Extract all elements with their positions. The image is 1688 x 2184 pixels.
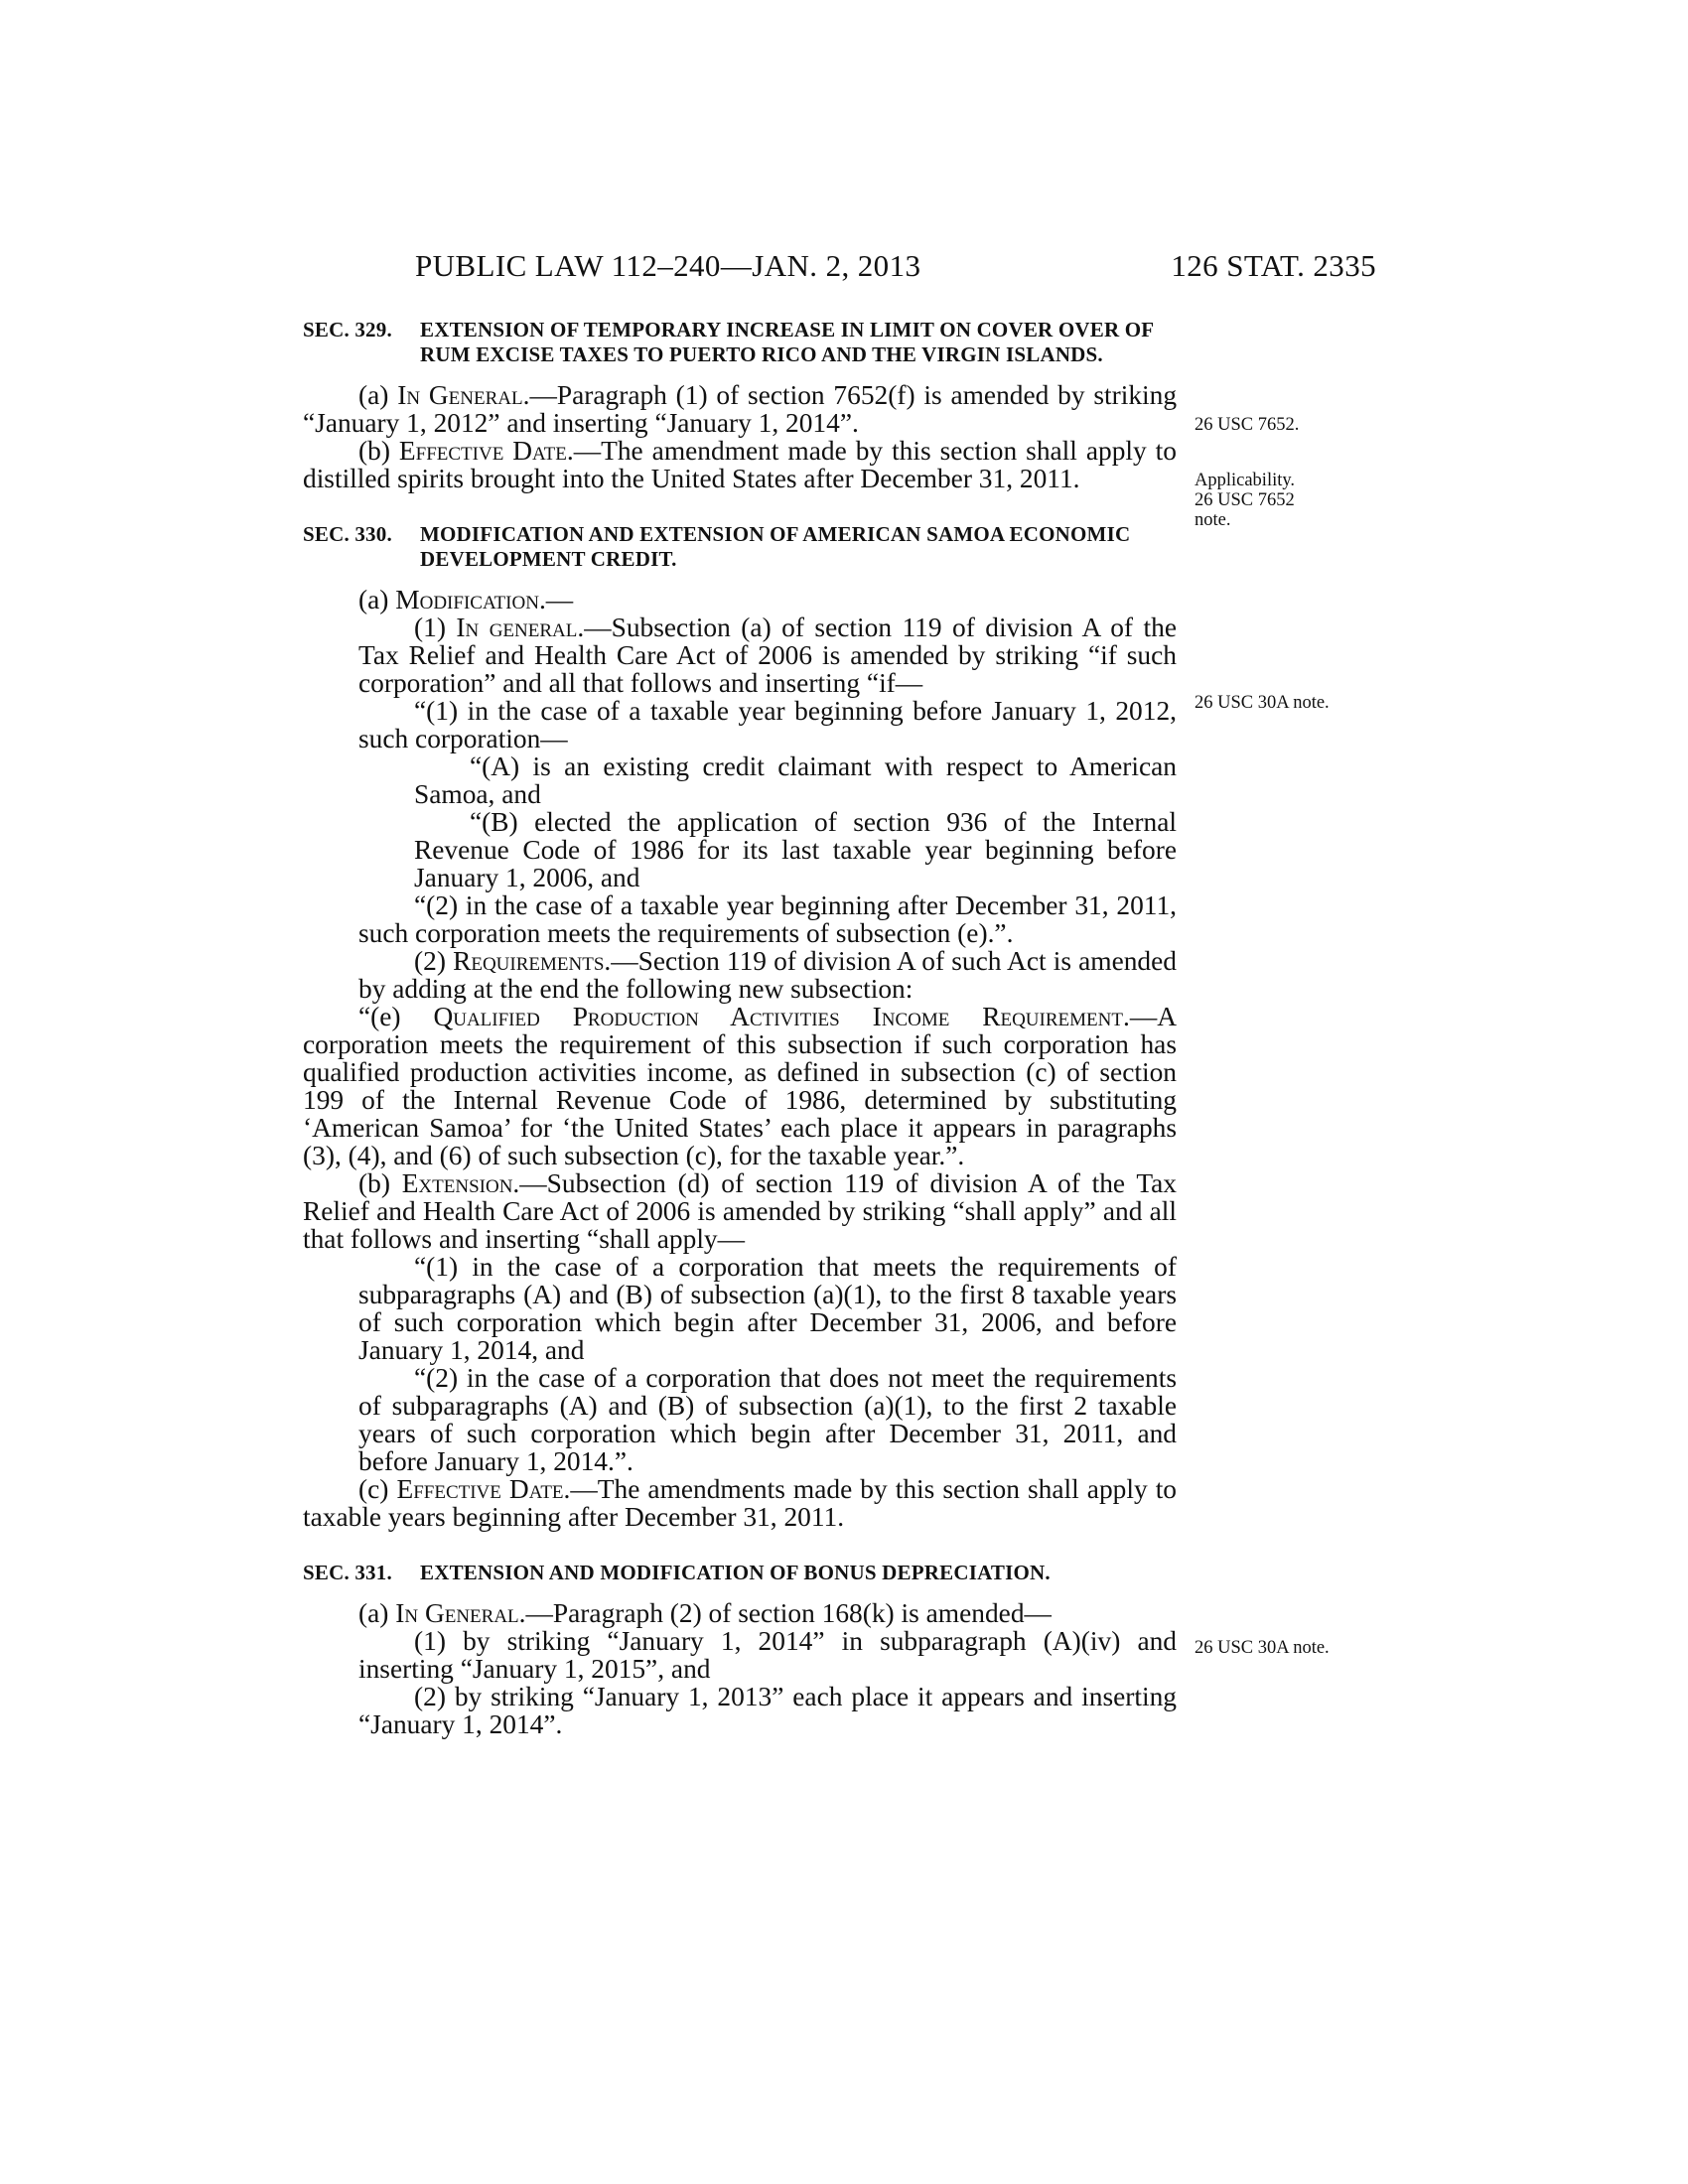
quoted-subparagraph-B: “(B) elected the application of section 936 of the Internal Revenue Code of 1986 for its last taxable year beginning before January 1, 2006, and [414,807,1177,892]
section-heading-331 [303,1561,1177,1585]
header-law-citation: PUBLIC LAW 112–240—JAN. 2, 2013 [415,248,921,283]
section-heading-329 [303,318,1177,367]
subsection-caption: Extension [401,1168,513,1198]
margin-note-26-usc-30a-2: 26 USC 30A note. [1195,1638,1330,1658]
section-title: EXTENSION AND MODIFICATION OF BONUS DEPRECIATION. [420,1561,1051,1584]
margin-note-26-usc-30a-1: 26 USC 30A note. [1195,693,1330,713]
section-number: SEC. 329. [303,318,392,341]
subsection-caption: In General [395,1598,519,1628]
subsection-329-a: (a) In General.—Paragraph (1) of section 7652(f) is amended by striking “January 1, 2012” and inserting “January 1, 2014”. [303,380,1178,438]
quoted-paragraph-1: “(1) in the case of a taxable year beginning before January 1, 2012, such corporation— [358,696,1177,753]
subsection-caption: Effective Date [396,1474,564,1504]
subsection-330-b: (b) Extension.—Subsection (d) of section 119 of division A of the Tax Relief and Health Care Act of 2006 is amended by striking “shall apply” and all that follows and inserting “shall apply— [303,1168,1177,1254]
section-number: SEC. 330. [303,522,392,546]
subsection-330-a: (a) Modification.— [358,585,574,614]
page-header [415,248,1376,288]
subsection-caption: In General [397,380,523,410]
paragraph-331-a-1: (1) by striking “January 1, 2014” in subparagraph (A)(iv) and inserting “January 1, 2015”, and [358,1626,1177,1684]
section-title: MODIFICATION AND EXTENSION OF AMERICAN SAMOA ECONOMIC DEVELOPMENT CREDIT. [420,522,1131,571]
section-heading-330 [303,522,1177,572]
paragraph-330-a-2: (2) Requirements.—Section 119 of division A of such Act is amended by adding at the end the following new subsection: [358,946,1177,1004]
paragraph-caption: Requirements [453,946,605,976]
section-number: SEC. 331. [303,1561,392,1584]
document-body [303,318,1177,1738]
subsection-331-a: (a) In General.—Paragraph (2) of section 168(k) is amended— [358,1598,1052,1628]
paragraph-caption: In general [456,613,578,642]
subsection-329-b: (b) Effective Date.—The amendment made by this section shall apply to distilled spirits brought into the United States after December 31, 2011. [303,436,1177,493]
quoted-subsection-e: “(e) Qualified Production Activities Income Requirement.—A corporation meets the requirement of this subsection if such corporation has qualified production activities income, as defined in subsection (c) of section 199 of the Internal Revenue Code of 1986, determined by substituting ‘American Samoa’ for ‘the United States’ each place it appears in paragraphs (3), (4), and (6) of such subsection (c), for the taxable year.”. [303,1002,1177,1170]
quoted-paragraph-2: “(2) in the case of a taxable year beginning after December 31, 2011, such corporation meets the requirements of subsection (e).”. [358,890,1177,948]
margin-note-applicability: Applicability. 26 USC 7652 note. [1195,471,1296,530]
section-title: EXTENSION OF TEMPORARY INCREASE IN LIMIT ON COVER OVER OF RUM EXCISE TAXES TO PUERTO RICO AND THE VIRGIN ISLANDS. [420,318,1154,366]
quoted-extension-1: “(1) in the case of a corporation that meets the requirements of subparagraphs (A) and (B) of subsection (a)(1), to the first 8 taxable years of such corporation which begin after December 31, 2006, and before January 1, 2014, and [358,1252,1177,1365]
subsection-caption: Qualified Production Activities Income Requirement [433,1002,1123,1031]
header-stat-page: 126 STAT. 2335 [1171,248,1376,283]
quoted-subparagraph-A: “(A) is an existing credit claimant with respect to American Samoa, and [414,751,1177,809]
paragraph-331-a-2: (2) by striking “January 1, 2013” each place it appears and inserting “January 1, 2014”. [358,1682,1177,1739]
margin-note-26-usc-7652: 26 USC 7652. [1195,415,1300,435]
quoted-extension-2: “(2) in the case of a corporation that does not meet the requirements of subparagraphs (A) and (B) of subsection (a)(1), to the first 2 taxable years of such corporation which begin after December 31, 2011, and before January 1, 2014.”. [358,1363,1177,1476]
paragraph-330-a-1: (1) In general.—Subsection (a) of section 119 of division A of the Tax Relief and Health Care Act of 2006 is amended by striking “if such corporation” and all that follows and inserting “if— [358,613,1177,698]
subsection-caption: Modification [395,585,539,614]
subsection-330-c: (c) Effective Date.—The amendments made by this section shall apply to taxable years beginning after December 31, 2011. [303,1474,1178,1532]
subsection-caption: Effective Date [398,436,567,466]
